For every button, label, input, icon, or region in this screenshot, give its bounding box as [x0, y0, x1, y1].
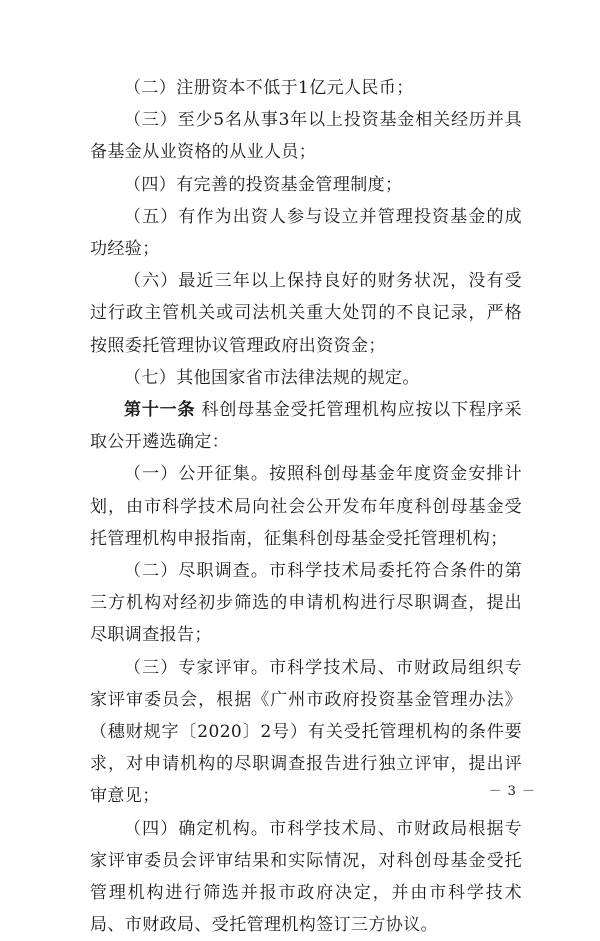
- article-heading: 第十一条: [124, 400, 196, 421]
- paragraph-text: （三）至少5名从事3年以上投资基金相关经历并具备基金从业资格的从业人员；: [90, 110, 522, 163]
- procedure-step-4: [90, 813, 522, 941]
- procedure-step-3: [90, 652, 522, 813]
- article-11: [90, 394, 522, 458]
- paragraph-item-7: [90, 362, 522, 394]
- article-text: 科创母基金受托管理机构应按以下程序采取公开遴选确定：: [90, 400, 522, 453]
- paragraph-item-4: [90, 169, 522, 201]
- paragraph-text: （七）其他国家省市法律法规的规定。: [124, 367, 420, 388]
- paragraph-text: （六）最近三年以上保持良好的财务状况，没有受过行政主管机关或司法机关重大处罚的不良记录，严格按照委托管理协议管理政府出资资金；: [90, 271, 522, 356]
- paragraph-text: （一）公开征集。按照科创母基金年度资金安排计划，由市科学技术局向社会公开发布年度科创母基金受托管理机构申报指南，征集科创母基金受托管理机构；: [90, 464, 522, 549]
- paragraph-text: （四）有完善的投资基金管理制度；: [124, 174, 403, 195]
- paragraph-text: （四）确定机构。市科学技术局、市财政局根据专家评审委员会评审结果和实际情况，对科创母基金受托管理机构进行筛选并报市政府决定，并由市科学技术局、市财政局、受托管理机构签订三方协议。: [90, 818, 522, 936]
- paragraph-item-3: [90, 104, 522, 168]
- document-body: [90, 72, 522, 941]
- page-number: － 3 －: [488, 784, 536, 799]
- procedure-step-1: [90, 458, 522, 555]
- paragraph-text: （三）专家评审。市科学技术局、市财政局组织专家评审委员会，根据《广州市政府投资基金管理办法》（穗财规字〔2020〕2号）有关受托管理机构的条件要求，对申请机构的尽职调查报告进行独立评审，提出评审意见；: [90, 657, 522, 807]
- paragraph-text: （二）注册资本不低于1亿元人民币；: [124, 78, 414, 98]
- paragraph-text: （二）尽职调查。市科学技术局委托符合条件的第三方机构对经初步筛选的申请机构进行尽职调查，提出尽职调查报告；: [90, 561, 522, 646]
- paragraph-item-5: [90, 201, 522, 265]
- paragraph-item-6: [90, 265, 522, 362]
- paragraph-text: （五）有作为出资人参与设立并管理投资基金的成功经验；: [90, 206, 522, 260]
- procedure-step-2: [90, 555, 522, 652]
- paragraph-item-2: [90, 72, 522, 104]
